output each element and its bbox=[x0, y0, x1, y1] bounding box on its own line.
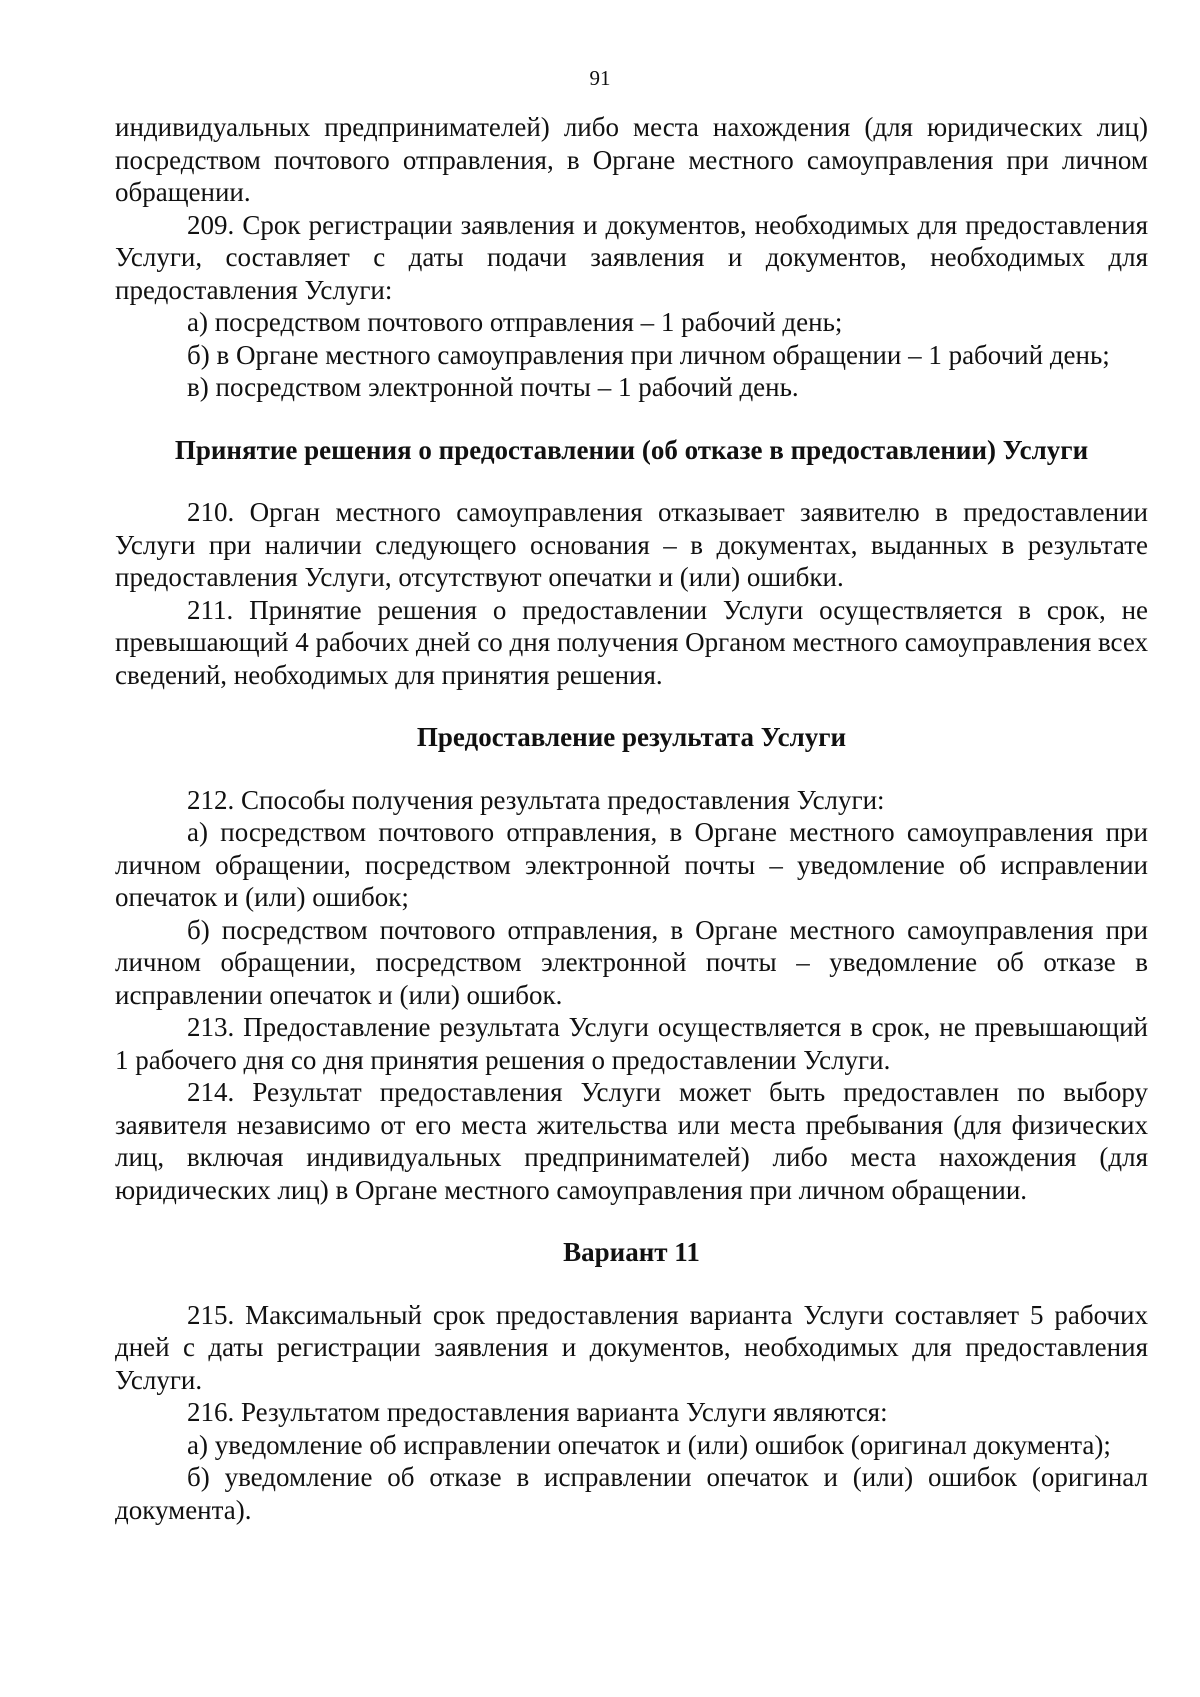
paragraph-216-b: б) уведомление об отказе в исправлении опечаток и (или) ошибок (оригинал документа). bbox=[115, 1462, 1148, 1525]
heading-variant: Вариант 11 bbox=[563, 1237, 700, 1267]
heading-result: Предоставление результата Услуги bbox=[416, 722, 847, 752]
paragraph-210: 210. Орган местного самоуправления отказывает заявителю в предоставлении Услуги при наличии следующего основания – в документах, выданных в результате предоставления Услуги, отсутствуют опечатки и (или) ошибки. bbox=[115, 497, 1148, 592]
paragraph-209: 209. Срок регистрации заявления и документов, необходимых для предоставления Услуги, составляет с даты подачи заявления и документов, необходимых для предоставления Услуги: bbox=[115, 209, 1148, 305]
paragraph-209-a: а) посредством почтового отправления – 1 рабочий день; bbox=[187, 307, 843, 337]
paragraph-212: 212. Способы получения результата предоставления Услуги: bbox=[187, 784, 885, 815]
paragraph-213: 213. Предоставление результата Услуги осуществляется в срок, не превышающий 1 рабочего дня со дня принятия решения о предоставлении Услуги. bbox=[115, 1012, 1148, 1075]
paragraph-216: 216. Результатом предоставления варианта Услуги являются: bbox=[187, 1397, 888, 1427]
heading-decision: Принятие решения о предоставлении (об отказе в предоставлении) Услуги bbox=[174, 434, 1089, 465]
paragraph-215: 215. Максимальный срок предоставления варианта Услуги составляет 5 рабочих дней с даты регистрации заявления и документов, необходимых для предоставления Услуги. bbox=[115, 1299, 1148, 1395]
paragraph-209-c: в) посредством электронной почты – 1 рабочий день. bbox=[187, 372, 799, 402]
paragraph-212-a: а) посредством почтового отправления, в Органе местного самоуправления при личном обращении, посредством электронной почты – уведомление об исправлении опечаток и (или) ошибок; bbox=[115, 817, 1148, 912]
page-number: 91 bbox=[589, 66, 611, 90]
paragraph-209-b: б) в Органе местного самоуправления при личном обращении – 1 рабочий день; bbox=[187, 339, 1110, 370]
paragraph-212-b: б) посредством почтового отправления, в Органе местного самоуправления при личном обращении, посредством электронной почты – уведомление об отказе в исправлении опечаток и (или) ошибок. bbox=[115, 914, 1148, 1010]
paragraph-continuation: индивидуальных предпринимателей) либо места нахождения (для юридических лиц) посредством почтового отправления, в Органе местного самоуправления при личном обращении. bbox=[115, 112, 1148, 207]
document-body bbox=[115, 111, 1148, 1526]
paragraph-216-a: а) уведомление об исправлении опечаток и (или) ошибок (оригинал документа); bbox=[187, 1429, 1111, 1460]
paragraph-214: 214. Результат предоставления Услуги может быть предоставлен по выбору заявителя независимо от его места жительства или места пребывания (для физических лиц, включая индивидуальных предпринимателей) либо места нахождения (для юридических лиц) в Органе местного самоуправления при личном обращении. bbox=[115, 1077, 1148, 1205]
paragraph-211: 211. Принятие решения о предоставлении Услуги осуществляется в срок, не превышающий 4 рабочих дней со дня получения Органом местного самоуправления всех сведений, необходимых для принятия решения. bbox=[115, 594, 1148, 690]
